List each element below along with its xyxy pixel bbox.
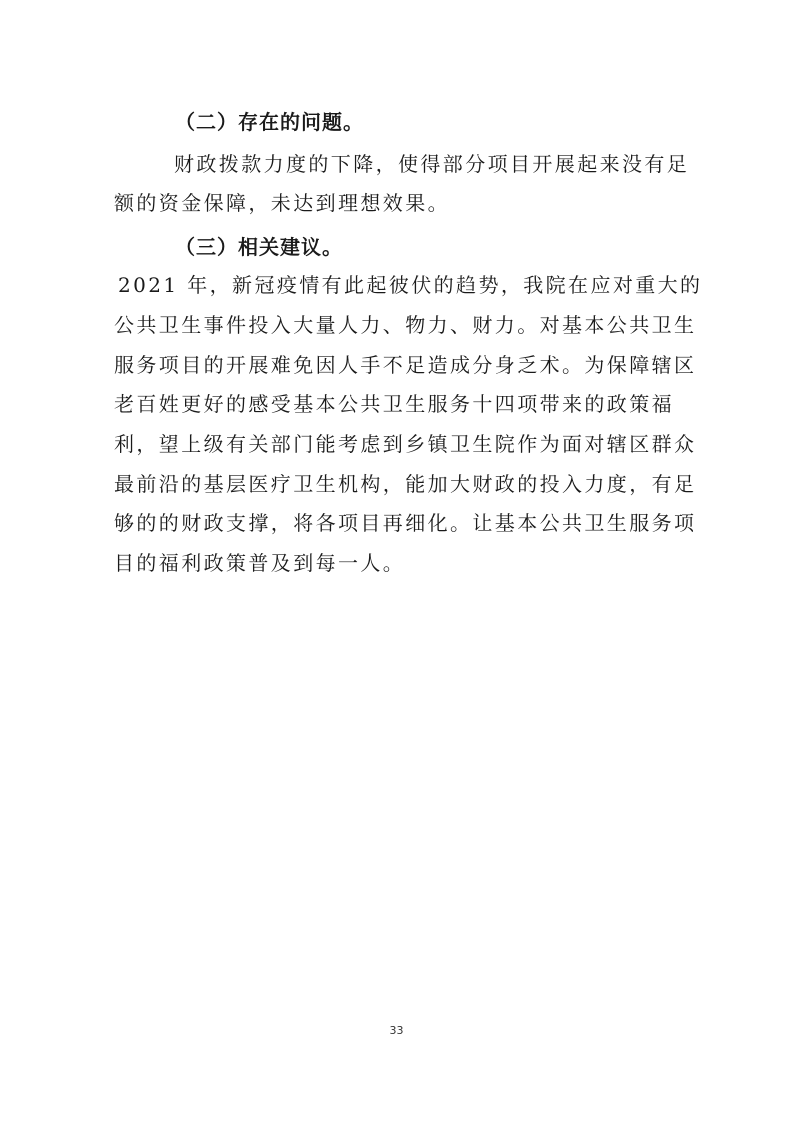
- page-number: 33: [389, 1024, 404, 1037]
- paragraph-line: 目的福利政策普及到每一人。: [114, 551, 406, 575]
- paragraph-line: 2021 年，新冠疫情有此起彼伏的趋势，我院在应对重大的: [118, 273, 703, 297]
- section-heading-problems: （二）存在的问题。: [175, 110, 364, 134]
- paragraph-line: 财政拨款力度的下降，使得部分项目开展起来没有足: [174, 152, 690, 176]
- paragraph-line: 老百姓更好的感受基本公共卫生服务十四项带来的政策福: [114, 392, 674, 416]
- paragraph-line: 最前沿的基层医疗卫生机构，能加大财政的投入力度，有足: [114, 472, 697, 496]
- section-heading-suggestions: （三）相关建议。: [175, 235, 343, 259]
- paragraph-line: 利，望上级有关部门能考虑到乡镇卫生院作为面对辖区群众: [114, 432, 697, 456]
- paragraph-line: 额的资金保障，未达到理想效果。: [114, 191, 450, 215]
- paragraph-line: 够的的财政支撑，将各项目再细化。让基本公共卫生服务项: [114, 511, 697, 535]
- paragraph-line: 服务项目的开展难免因人手不足造成分身乏术。为保障辖区: [114, 353, 697, 377]
- paragraph-line: 公共卫生事件投入大量人力、物力、财力。对基本公共卫生: [114, 313, 697, 337]
